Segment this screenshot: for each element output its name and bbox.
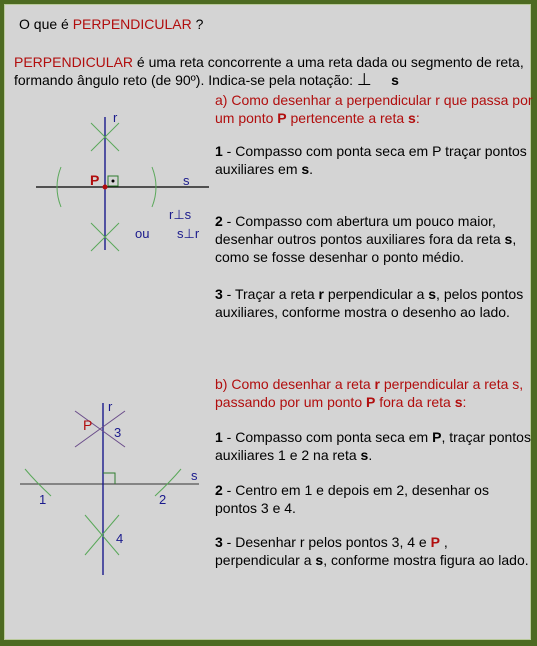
section-b-heading-r: r [374,376,380,392]
step-bold: P [432,429,442,445]
right-angle-marker [103,473,115,484]
content-panel [4,4,531,640]
definition-text: é uma reta concorrente a uma reta dada ou segmento de reta, formando ângulo reto (de 90º). Indica-se pela notação: [14,54,524,88]
section-b-step-3 [215,533,533,569]
step-text: - Compasso com abertura um pouco maior, desenhar outros pontos auxiliares fora da reta [215,213,505,247]
step-text: , como se fosse desenhar o ponto médio. [215,231,517,265]
notation-s: s [391,72,399,88]
section-b-heading-P: P [366,394,376,410]
step-text: , pelos pontos auxiliares, conforme mostra o desenho ao lado. [215,286,524,320]
section-a-step-1 [215,142,533,178]
section-a-heading-text-2: pertencente a reta [286,110,409,126]
point-P [103,185,108,190]
label-r: r [108,399,113,414]
page-title [19,15,203,33]
label-s: s [191,468,198,483]
step-text: , conforme mostra figura ao lado. [323,552,529,568]
step-number: 1 [215,429,223,445]
label-P: P [83,417,93,433]
section-b-heading-end: : [462,394,467,410]
title-prefix: O que é [19,16,73,32]
step-text: , traçar pontos auxiliares 1 e 2 na reta [215,429,531,463]
right-angle-dot [112,180,115,183]
step-bold: s [428,286,437,302]
section-b-step-1 [215,428,533,464]
figure-b-perpendicular-through-external-point [15,395,215,585]
label-3: 3 [114,425,122,440]
label-s: s [183,173,190,188]
step-bold: s [504,231,513,247]
definition-paragraph [14,53,529,89]
section-b-heading-s: s [454,394,463,410]
section-a-heading-end: : [415,110,420,126]
section-a-step-3 [215,285,533,321]
step-number: 2 [215,213,223,229]
title-suffix: ? [191,16,204,32]
notation-symbol: ⊥ [356,70,372,89]
step-bold: P [430,534,440,550]
lower-arc-cross [85,515,119,555]
step-text: - Compasso com ponta seca em P traçar pontos auxiliares em [215,143,527,177]
label-s-perp-r: s⊥r [177,226,200,241]
arc-point-1 [25,469,51,496]
step-text: , perpendicular a [215,534,448,568]
step-text: - Compasso com ponta seca em [222,429,433,445]
section-a-heading-s: s [408,110,416,126]
section-b-heading-text-3: fora da reta [375,394,455,410]
figure-a-perpendicular-through-point-on-line [31,105,231,265]
step-number: 2 [215,482,223,498]
step-text: . [309,161,314,177]
step-text: - Centro em 1 e depois em 2, desenhar os pontos 3 e 4. [215,482,489,516]
step-text: perpendicular a [323,286,429,302]
label-2: 2 [159,492,167,507]
step-text: - Traçar a reta [222,286,319,302]
step-text: . [368,447,373,463]
label-r-perp-s: r⊥s [169,207,192,222]
section-b-heading-text: b) Como desenhar a reta [215,376,375,392]
label-P: P [90,172,100,188]
step-bold: s [360,447,369,463]
section-a-heading [215,91,533,127]
label-r: r [113,110,118,125]
section-b-step-2 [215,481,533,517]
title-keyword: PERPENDICULAR [72,16,192,32]
section-a-heading-P: P [277,110,287,126]
section-a-heading-text: a) Como desenhar a perpendicular r que passa por um ponto [215,92,533,126]
step-bold: s [301,161,310,177]
section-b-heading [215,375,533,411]
step-number: 3 [215,286,223,302]
step-number: 3 [215,534,223,550]
label-1: 1 [39,492,47,507]
step-bold: s [315,552,324,568]
label-4: 4 [116,531,124,546]
label-ou: ou [135,226,150,241]
step-number: 1 [215,143,223,159]
section-b-heading-text-2: perpendicular a reta s, passando por um ponto [215,376,524,410]
definition-keyword: PERPENDICULAR [14,54,134,70]
step-bold: r [318,286,324,302]
section-a-step-2 [215,212,533,266]
step-text: - Desenhar r pelos pontos 3, 4 e [222,534,431,550]
